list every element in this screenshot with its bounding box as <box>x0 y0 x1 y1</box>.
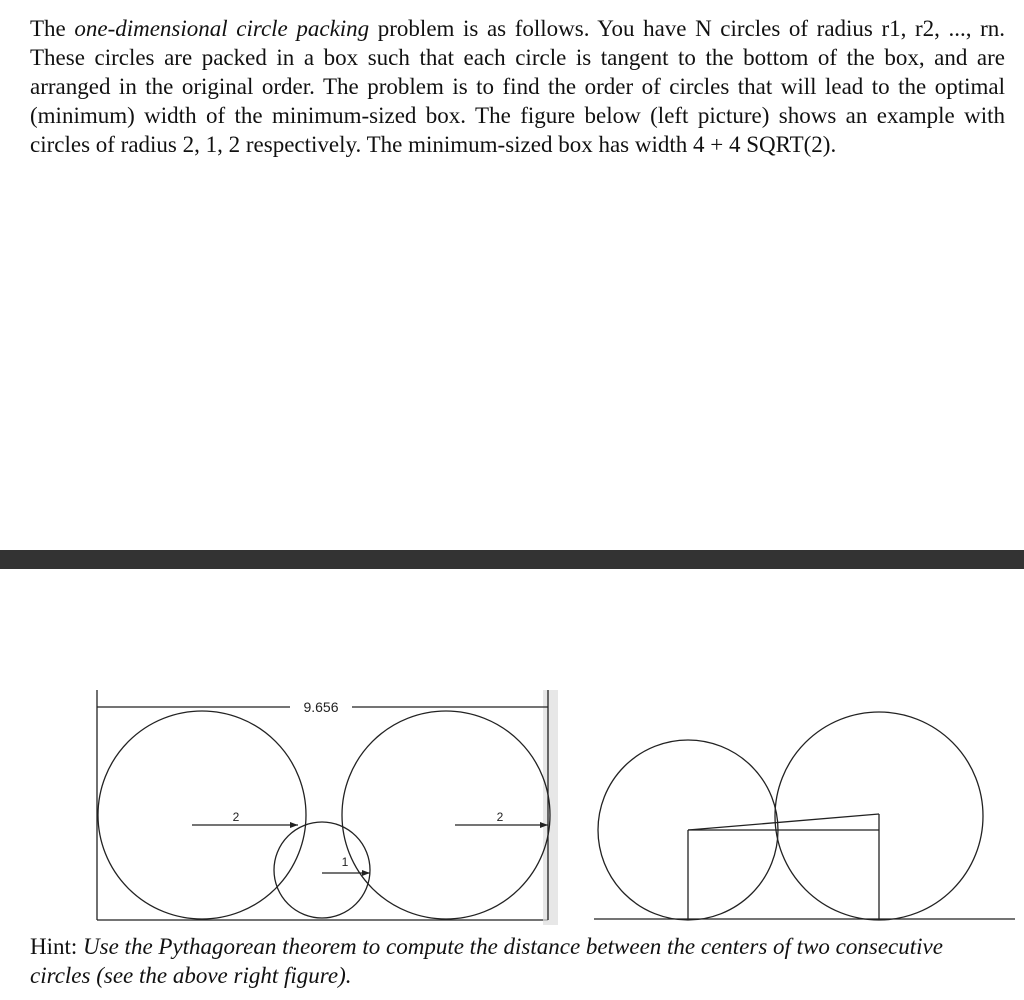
right-figure-pythagorean-hint <box>594 712 1015 920</box>
radius-label-right: 2 <box>496 810 504 824</box>
hint <box>30 932 990 990</box>
hint-hypotenuse <box>688 814 879 830</box>
figures <box>0 680 1024 930</box>
box-right-wall <box>543 690 558 925</box>
large-circle-left <box>98 711 306 919</box>
width-label: 9.656 <box>303 699 339 715</box>
hint-label: Hint: <box>30 934 84 959</box>
radius-label-small: 1 <box>341 855 349 869</box>
large-circle-right <box>342 711 550 919</box>
divider-bar <box>0 550 1024 569</box>
problem-text-body: problem is as follows. You have N circles of radius r1, r2, ..., rn. These circles are packed in a box such that each circle is tangent to the bottom of the box, and are arranged in the original order. The problem is to find the order of circles that will lead to the optimal (minimum) width of the minimum-sized box. The figure below (left picture) shows an example with circles of radius 2, 1, 2 respectively. The minimum-sized box has width 4 + 4 SQRT(2). <box>30 16 1005 157</box>
left-figure-packing-example <box>97 690 558 925</box>
problem-text-intro: The <box>30 16 75 41</box>
radius-label-left: 2 <box>232 810 240 824</box>
problem-statement <box>30 14 1005 159</box>
small-circle-middle <box>274 822 370 918</box>
hint-body: Use the Pythagorean theorem to compute the distance between the centers of two consecutive circles (see the above right figure). <box>30 934 943 988</box>
problem-term: one-dimensional circle packing <box>74 16 370 41</box>
